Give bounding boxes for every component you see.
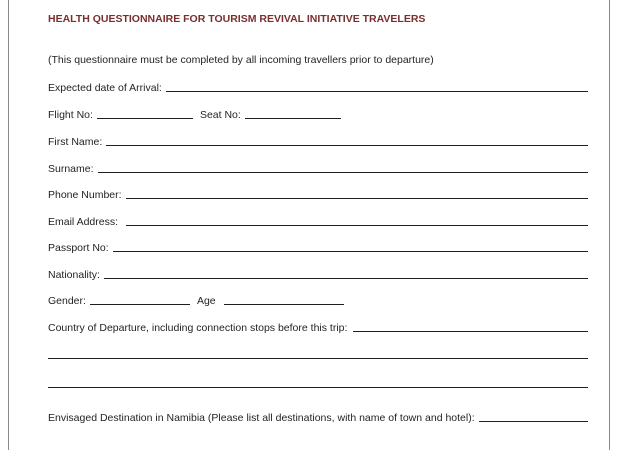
flight-seat-row	[48, 105, 588, 121]
form-note: (This questionnaire must be completed by all incoming travellers prior to departure)	[48, 54, 434, 66]
country-departure-extra-line-2[interactable]	[48, 387, 588, 388]
gender-age-row	[48, 291, 588, 307]
arrival-date-label: Expected date of Arrival:	[48, 82, 162, 94]
first-name-row	[48, 132, 588, 148]
phone-field[interactable]	[126, 198, 588, 199]
age-label: Age	[196, 295, 216, 307]
destination-label: Envisaged Destination in Namibia (Please list all destinations, with name of town and hotel):	[48, 412, 475, 424]
surname-field[interactable]	[98, 172, 588, 173]
nationality-row	[48, 265, 588, 281]
arrival-date-field[interactable]	[166, 91, 588, 92]
flight-no-field[interactable]	[97, 118, 193, 119]
phone-label: Phone Number:	[48, 189, 122, 201]
form-title: HEALTH QUESTIONNAIRE FOR TOURISM REVIVAL INITIATIVE TRAVELERS	[48, 13, 426, 25]
email-field[interactable]	[126, 225, 588, 226]
arrival-date-row	[48, 78, 588, 94]
nationality-field[interactable]	[104, 278, 588, 279]
nationality-label: Nationality:	[48, 269, 100, 281]
destination-row	[48, 408, 588, 424]
phone-row	[48, 185, 588, 201]
country-departure-field[interactable]	[353, 331, 588, 332]
gender-label: Gender:	[48, 295, 86, 307]
seat-no-field[interactable]	[245, 118, 341, 119]
email-row	[48, 212, 588, 228]
gender-field[interactable]	[90, 304, 190, 305]
flight-no-label: Flight No:	[48, 109, 93, 121]
questionnaire-page	[8, 0, 610, 450]
age-field[interactable]	[224, 304, 344, 305]
surname-label: Surname:	[48, 163, 94, 175]
first-name-field[interactable]	[106, 145, 588, 146]
surname-row	[48, 159, 588, 175]
country-departure-row	[48, 318, 588, 334]
passport-label: Passport No:	[48, 242, 109, 254]
email-label: Email Address:	[48, 216, 119, 228]
first-name-label: First Name:	[48, 136, 103, 148]
seat-no-label: Seat No:	[199, 109, 241, 121]
country-departure-extra-line-1[interactable]	[48, 358, 588, 359]
country-departure-label: Country of Departure, including connection stops before this trip:	[48, 322, 348, 334]
destination-field[interactable]	[479, 421, 588, 422]
passport-row	[48, 238, 588, 254]
passport-field[interactable]	[113, 251, 588, 252]
